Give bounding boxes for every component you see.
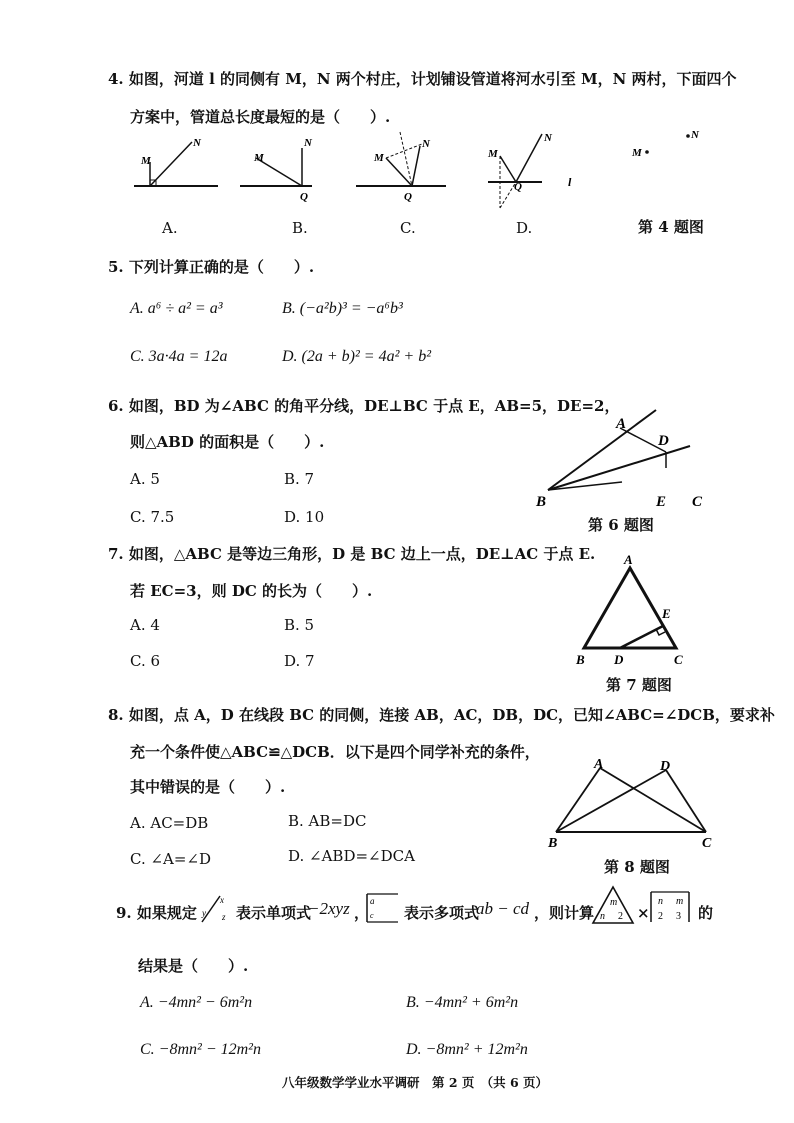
q4b-label-n: N	[304, 137, 312, 149]
q8-option-d[interactable]: D. ∠ABD=∠DCA	[288, 847, 415, 865]
q9-monomial: −2xyz	[308, 899, 350, 918]
q5-option-c[interactable]: C. 3a·4a = 12a	[130, 348, 228, 365]
q6-stem-line2: 则△ABD 的面积是（ ）.	[130, 433, 325, 451]
q7-option-d[interactable]: D. 7	[284, 652, 315, 670]
q4-figure-d	[487, 132, 572, 208]
q6-stem-line1: 6. 如图，BD 为∠ABC 的角平分线，DE⊥BC 于点 E，AB=5，DE=2，	[108, 397, 620, 415]
q4a-label-n: N	[193, 137, 201, 149]
q4-option-a[interactable]: A.	[162, 219, 178, 237]
q8-figure	[542, 752, 722, 852]
q4-stem-line2: 方案中，管道总长度最短的是（ ）.	[130, 108, 391, 126]
q8-label-a: A	[594, 757, 604, 772]
q7-label-b: B	[576, 652, 585, 667]
q7-figure	[570, 550, 695, 670]
q8-option-b[interactable]: B. AB=DC	[288, 812, 367, 830]
q4-option-d[interactable]: D.	[516, 219, 533, 237]
q6-label-e: E	[656, 494, 667, 510]
q8-label-c: C	[702, 836, 712, 851]
q9-option-a[interactable]: A. −4mn² − 6m²n	[140, 994, 253, 1011]
page-footer: 八年级数学学业水平调研 第 2 页 （共 6 页）	[282, 1075, 549, 1090]
q4-option-b[interactable]: B.	[292, 219, 308, 237]
q6-label-c: C	[692, 494, 703, 510]
q6-figure	[530, 402, 720, 512]
q9-box-sym-c: c	[370, 911, 374, 920]
q9-box-value	[648, 888, 692, 926]
q7-stem-line1: 7. 如图，△ABC 是等边三角形，D 是 BC 边上一点，DE⊥AC 于点 E.	[108, 545, 596, 563]
q6-caption: 第 6 题图	[588, 516, 654, 534]
q9-box-val-br: 3	[676, 911, 681, 922]
q9-suffix: 的	[698, 904, 714, 922]
q7-label-a: A	[624, 552, 633, 567]
q5-option-d[interactable]: D. (2a + b)² = 4a² + b²	[282, 348, 431, 365]
q4d-label-n: N	[544, 132, 552, 144]
q8-label-b: B	[548, 836, 558, 851]
q8-option-c[interactable]: C. ∠A=∠D	[130, 850, 212, 868]
q6-label-b: B	[536, 494, 547, 510]
q9-tri-val-top: m	[610, 897, 618, 908]
q4-figures	[120, 128, 740, 220]
q5-option-b[interactable]: B. (−a²b)³ = −a⁶b³	[282, 300, 403, 317]
q9-text-mono-label: 表示单项式	[236, 904, 312, 922]
q9-box-val-tr: m	[676, 896, 684, 907]
q6-option-b[interactable]: B. 7	[284, 470, 315, 488]
q4-reference-figure	[631, 129, 700, 159]
q9-box-sym-a: a	[370, 896, 375, 906]
q4ref-label-m: M	[632, 147, 642, 159]
q9-prefix: 9. 如果规定	[116, 904, 197, 922]
q9-text-compute: ，则计算	[534, 904, 595, 922]
q4-stem-line1: 4. 如图，河道 l 的同侧有 M，N 两个村庄，计划铺设管道将河水引至 M，N 两村，下面四个	[108, 70, 737, 88]
q9-box-symbol	[364, 890, 400, 926]
q9-text-poly-label: 表示多项式	[404, 904, 480, 922]
q9-tri-val-right: 2	[618, 911, 623, 922]
q9-triangle-symbol	[198, 892, 234, 926]
q6-option-d[interactable]: D. 10	[284, 508, 325, 526]
q7-stem-line2: 若 EC=3，则 DC 的长为（ ）.	[130, 582, 373, 600]
q9-tri-val-left: n	[600, 911, 605, 922]
q4c-label-n: N	[422, 138, 430, 150]
q5-stem: 5. 下列计算正确的是（ ）.	[108, 258, 315, 276]
q7-option-c[interactable]: C. 6	[130, 652, 161, 670]
q9-times: ×	[637, 904, 650, 922]
q4b-label-m: M	[254, 152, 264, 164]
q4-figure-a	[134, 137, 218, 186]
q9-tri-sym-y: y	[202, 908, 206, 918]
q9-triangle-value	[590, 884, 636, 926]
q4c-label-q: Q	[404, 191, 412, 203]
q8-stem-line1: 8. 如图，点 A，D 在线段 BC 的同侧，连接 AB，AC，DB，DC，已知∠ABC=∠DCB，要求补	[108, 706, 775, 724]
q4d-label-q: Q	[514, 181, 522, 193]
q9-stem-line2: 结果是（ ）.	[138, 957, 249, 975]
q9-comma-1: ，	[354, 904, 370, 922]
q9-box-val-bl: 2	[658, 911, 663, 922]
q9-option-c[interactable]: C. −8mn² − 12m²n	[140, 1041, 261, 1058]
q4-option-c[interactable]: C.	[400, 219, 416, 237]
q4c-label-m: M	[374, 152, 384, 164]
q4d-label-l: l	[568, 175, 572, 189]
q8-label-d: D	[660, 759, 671, 774]
q9-box-val-tl: n	[658, 896, 663, 907]
q5-option-a[interactable]: A. a⁶ ÷ a² = a³	[130, 300, 223, 317]
q8-stem-line2: 充一个条件使△ABC≌△DCB．以下是四个同学补充的条件，	[130, 743, 540, 761]
q9-tri-sym-x: x	[220, 895, 224, 905]
q8-stem-line3: 其中错误的是（ ）.	[130, 778, 286, 796]
q4-figure-b	[240, 137, 313, 203]
q7-caption: 第 7 题图	[606, 676, 672, 694]
q7-label-d: D	[614, 652, 624, 667]
q6-option-c[interactable]: C. 7.5	[130, 508, 175, 526]
q4d-label-m: M	[488, 148, 498, 160]
q4b-label-q: Q	[300, 191, 308, 203]
q9-polynomial: ab − cd	[476, 899, 530, 918]
q9-tri-sym-z: z	[222, 912, 226, 922]
q7-option-a[interactable]: A. 4	[130, 616, 160, 634]
q9-option-b[interactable]: B. −4mn² + 6m²n	[406, 994, 519, 1011]
q6-label-d: D	[658, 433, 669, 449]
q4ref-label-n: N	[691, 129, 699, 141]
q7-option-b[interactable]: B. 5	[284, 616, 315, 634]
q4-figure-c	[356, 132, 446, 203]
q9-option-d[interactable]: D. −8mn² + 12m²n	[406, 1041, 528, 1058]
q4-caption: 第 4 题图	[638, 218, 704, 236]
q7-label-c: C	[674, 652, 683, 667]
q8-option-a[interactable]: A. AC=DB	[130, 814, 209, 832]
q6-label-a: A	[616, 416, 627, 432]
q4a-label-m: M	[141, 155, 151, 167]
q7-label-e: E	[662, 606, 671, 621]
q8-caption: 第 8 题图	[604, 858, 670, 876]
q6-option-a[interactable]: A. 5	[130, 470, 160, 488]
